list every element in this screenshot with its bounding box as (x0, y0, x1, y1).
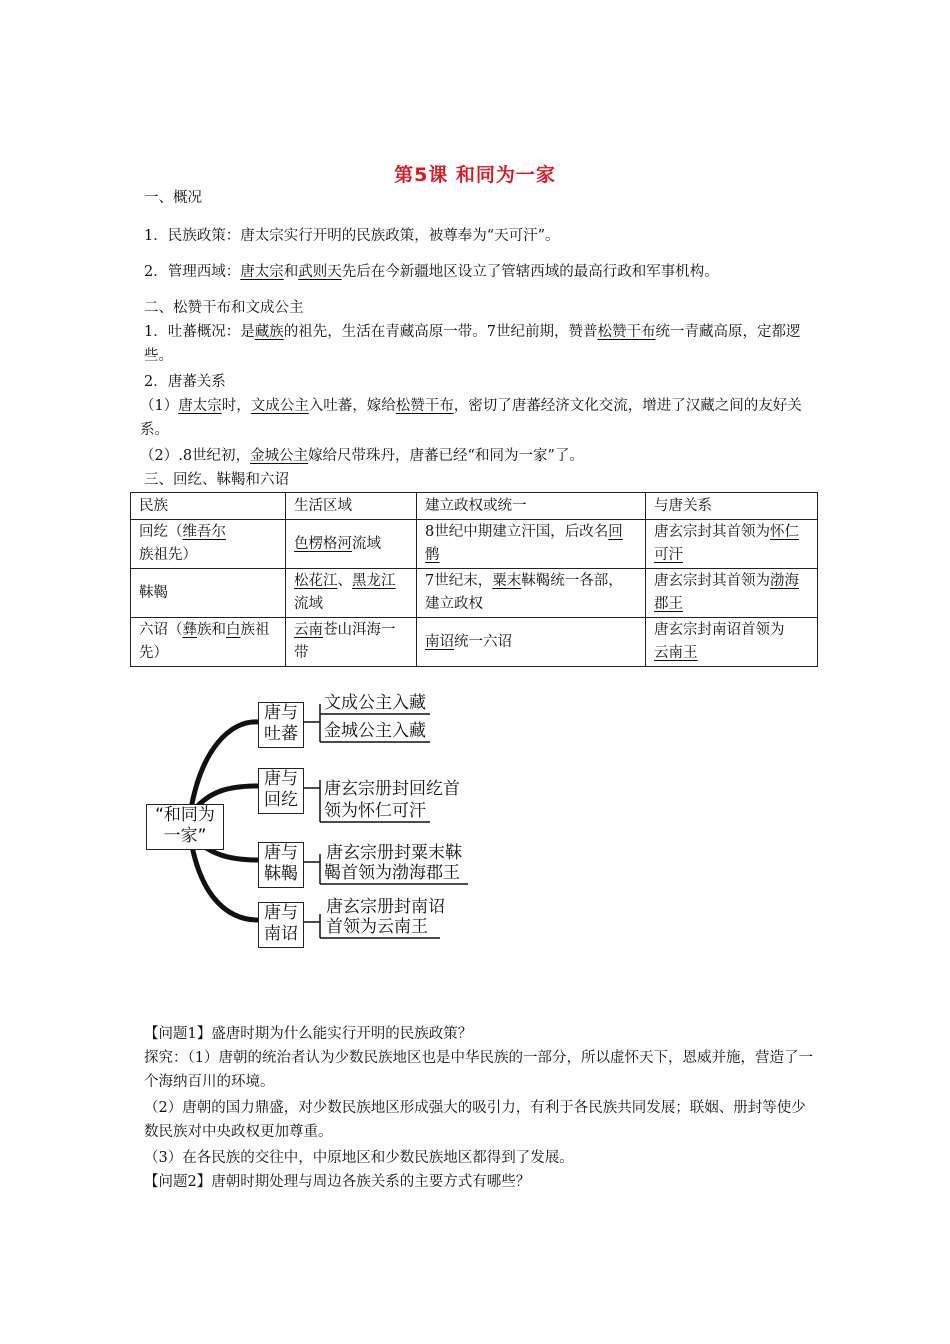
underlined-answer: 怀仁可汗 (654, 524, 799, 563)
section2-sub1 (140, 394, 814, 442)
answer-1-part3: （3）在各民族的交往中，中原地区和少数民族地区都得到了发展。 (144, 1150, 574, 1166)
leaf-text: 鞨首领为渤海郡王 (324, 863, 460, 883)
table-cell (646, 569, 818, 618)
section1-item2 (144, 260, 719, 284)
branch-label: 唐与 (264, 843, 298, 863)
lesson-title: 第5课 和同为一家 (394, 164, 556, 186)
ethnic-groups-table (130, 492, 818, 667)
text-span: 族祖先） (139, 622, 270, 661)
table-cell (131, 618, 286, 667)
underlined-answer: 回鹘 (425, 524, 623, 563)
text-span: ，密切了唐蕃经济文化交流，增进了汉藏之间的友好关系。 (140, 398, 802, 438)
text-span: 先后在今新疆地区设立了管辖西域的最高行政和军事机构。 (341, 264, 719, 280)
answer-1-part2: （2）唐朝的国力鼎盛，对少数民族地区形成强大的吸引力，有利于各民族共同发展；联姻、册封等使少数民族对中央政权更加尊重。 (144, 1100, 806, 1140)
header-cell: 生活区域 (286, 493, 417, 520)
header-cell: 与唐关系 (646, 493, 818, 520)
leaf-text: 文成公主入藏 (324, 693, 426, 713)
underlined-answer: 唐太宗 (240, 264, 284, 280)
underlined-answer: 金城公主 (250, 448, 309, 464)
leaf-text: 唐玄宗册封粟末靺 (326, 843, 462, 863)
text-span: （1） (140, 398, 179, 414)
header-cell: 民族 (131, 493, 286, 520)
table-row (131, 569, 818, 618)
branch-label: 回纥 (264, 790, 298, 810)
text-span: 和 (283, 264, 299, 280)
underlined-answer: 藏族 (254, 324, 284, 340)
underlined-answer: 唐太宗 (178, 398, 222, 414)
table-cell (417, 569, 646, 618)
underlined-answer: 白 (226, 622, 241, 638)
branch-label: 靺鞨 (264, 864, 298, 884)
underlined-answer: 黑龙江 (352, 573, 396, 589)
text-span: 统一青藏高原，定都逻些。 (144, 324, 801, 364)
branch-box-nanzhao (258, 902, 304, 948)
answer-1-part1: 探究：（1）唐朝的统治者认为少数民族地区也是中华民族的一部分，所以虚怀天下，恩威并施，营造了一个海纳百川的环境。 (144, 1050, 813, 1090)
leaf-text: 金城公主入藏 (324, 721, 426, 741)
section2-sub2 (140, 444, 584, 468)
text-span: 时， (221, 398, 251, 414)
text-span: 入吐蕃，嫁给 (308, 398, 396, 414)
table-cell (286, 520, 417, 569)
table-row (131, 618, 818, 667)
underlined-answer: 南诏 (425, 633, 454, 650)
text-span: 嫁给尺带珠丹，唐蕃已经“和同为一家”了。 (308, 448, 584, 464)
underlined-answer: 彝 (182, 622, 197, 638)
branch-label: 唐与 (264, 703, 298, 723)
table-row (131, 520, 818, 569)
table-cell (131, 520, 286, 569)
branch-box-tubo (258, 702, 304, 748)
branch-box-huihe (258, 768, 304, 814)
text-span: 族和 (197, 622, 226, 638)
underlined-answer: 渤海郡王 (654, 573, 799, 612)
branch-label: 南诏 (264, 924, 298, 944)
branch-label: 吐蕃 (264, 724, 298, 744)
text-span: 2．管理西域： (144, 264, 241, 280)
section2-heading: 二、松赞干布和文成公主 (144, 300, 304, 316)
branch-label: 唐与 (264, 769, 298, 789)
header-cell: 建立政权或统一 (417, 493, 646, 520)
underlined-answer: 松赞干布 (395, 398, 454, 414)
table-cell (417, 618, 646, 667)
text-span: 六诏（ (139, 622, 183, 638)
mind-map-diagram (130, 690, 490, 950)
branch-box-mohe (258, 842, 304, 888)
text-span: 唐玄宗封其首领为 (654, 524, 770, 540)
underlined-answer: 云南 (294, 622, 323, 638)
text-span: 流域 (294, 596, 323, 612)
text-span: 流域 (352, 535, 381, 552)
section1-heading: 一、概况 (144, 190, 202, 206)
section2-item2: 2．唐蕃关系 (144, 374, 226, 390)
branch-label: 唐与 (264, 903, 298, 923)
text-span: 苍山洱海一带 (294, 622, 396, 661)
table-cell (417, 520, 646, 569)
center-topic-line: 一家” (163, 826, 207, 846)
section1-item1: 1．民族政策：唐太宗实行开明的民族政策，被尊奉为“天可汗”。 (144, 228, 560, 244)
text-span: 唐玄宗封其首领为 (654, 573, 770, 589)
underlined-answer: 文成公主 (250, 398, 309, 414)
text-span: 靺鞨统一各部，建立政权 (425, 573, 623, 612)
leaf-text: 唐玄宗册封回纥首 (324, 779, 460, 799)
underlined-answer: 粟末 (492, 573, 522, 589)
text-span: 1．吐蕃概况：是 (144, 324, 255, 340)
leaf-text: 领为怀仁可汗 (324, 801, 426, 821)
table-cell: 靺鞨 (131, 569, 286, 618)
leaf-text: 唐玄宗册封南诏 (326, 897, 445, 917)
leaf-text: 首领为云南王 (326, 917, 428, 937)
underlined-answer: 松赞干布 (597, 324, 656, 340)
text-span: 、 (337, 573, 352, 589)
text-span: 7世纪末， (425, 573, 493, 589)
text-span: （2）.8世纪初， (140, 448, 251, 464)
center-topic-line: “和同为 (155, 805, 215, 825)
text-span: 统一六诏 (454, 633, 512, 650)
underlined-answer: 云南王 (654, 645, 698, 661)
table-cell (286, 618, 417, 667)
table-cell (646, 618, 818, 667)
center-topic-box (146, 804, 224, 850)
underlined-answer: 维吾尔 (182, 524, 226, 540)
text-span: 回纥（ (139, 524, 183, 540)
section3-heading: 三、回纥、靺鞨和六诏 (144, 472, 289, 488)
text-span: 唐玄宗封南诏首领为 (654, 622, 785, 638)
table-cell (646, 520, 818, 569)
table-header-row (131, 493, 818, 520)
underlined-answer: 色楞格河 (294, 535, 352, 552)
underlined-answer: 松花江 (294, 573, 338, 589)
section2-item1 (144, 320, 814, 368)
question-2: 【问题2】唐朝时期处理与周边各族关系的主要方式有哪些？ (144, 1174, 531, 1190)
table-cell (286, 569, 417, 618)
text-span: 族祖先） (139, 547, 197, 563)
text-span: 的祖先，生活在青藏高原一带。7世纪前期，赞普 (283, 324, 598, 340)
question-1: 【问题1】盛唐时期为什么能实行开明的民族政策？ (144, 1026, 473, 1042)
text-span: 8世纪中期建立汗国，后改名 (425, 524, 609, 540)
underlined-answer: 武则天 (298, 264, 342, 280)
